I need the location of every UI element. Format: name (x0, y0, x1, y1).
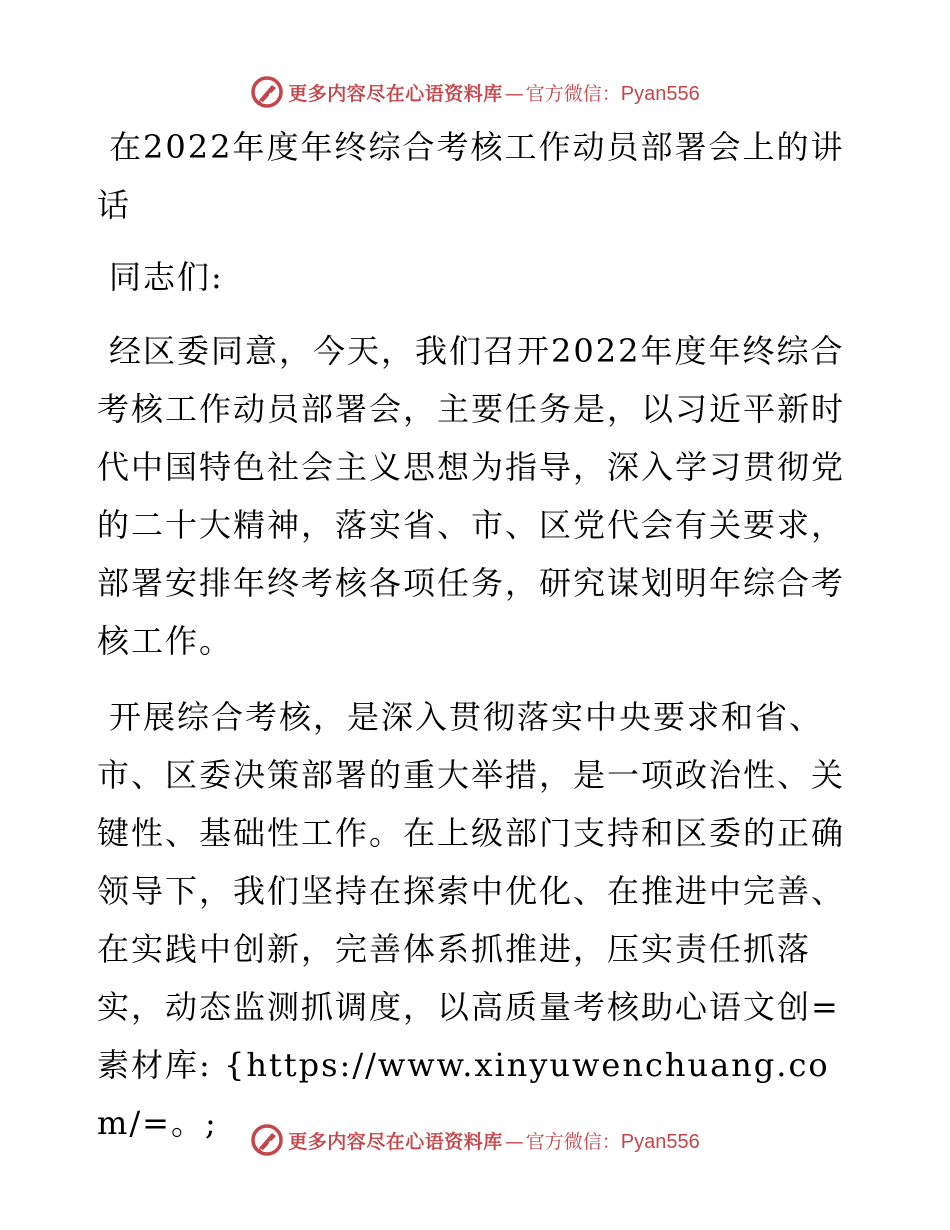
watermark-main-text: 更多内容尽在心语资料库 (288, 82, 503, 105)
paragraph: 经区委同意，今天，我们召开2022年度年终综合考核工作动员部署会，主要任务是，以习近平新时代中国特色社会主义思想为指导，深入学习贯彻党的二十大精神，落实省、市、区党代会有关要求，部署安排年终考核各项任务，研究谋划明年综合考核工作。 (97, 332, 846, 660)
document-title: 在2022年度年终综合考核工作动员部署会上的讲话 (97, 128, 845, 224)
paragraph: 开展综合考核，是深入贯彻落实中央要求和省、市、区委决策部署的重大举措，是一项政治性、关键性、基础性工作。在上级部门支持和区委的正确领导下，我们坚持在探索中优化、在推进中完善、在实践中创新，完善体系抓推进，压实责任抓落实，动态监测抓调度，以高质量考核助心语文创=素材库: {https://www.xinyuwenchuang.com/=。; (97, 698, 846, 1142)
watermark-wechat-label: 官方微信： (525, 1130, 621, 1153)
watermark-main-text: 更多内容尽在心语资料库 (288, 1130, 503, 1153)
pen-logo-icon (250, 1123, 284, 1157)
watermark-account: Pyan556 (620, 1130, 700, 1153)
header-watermark (0, 72, 950, 112)
footer-watermark (0, 1120, 950, 1160)
watermark-wechat-label: 官方微信： (525, 82, 621, 105)
salutation: 同志们: (109, 258, 224, 296)
pen-logo-icon (250, 75, 284, 109)
watermark-account: Pyan556 (620, 82, 700, 105)
watermark-dash: — (504, 1130, 524, 1153)
watermark-dash: — (504, 82, 524, 105)
document-body (97, 118, 847, 1170)
